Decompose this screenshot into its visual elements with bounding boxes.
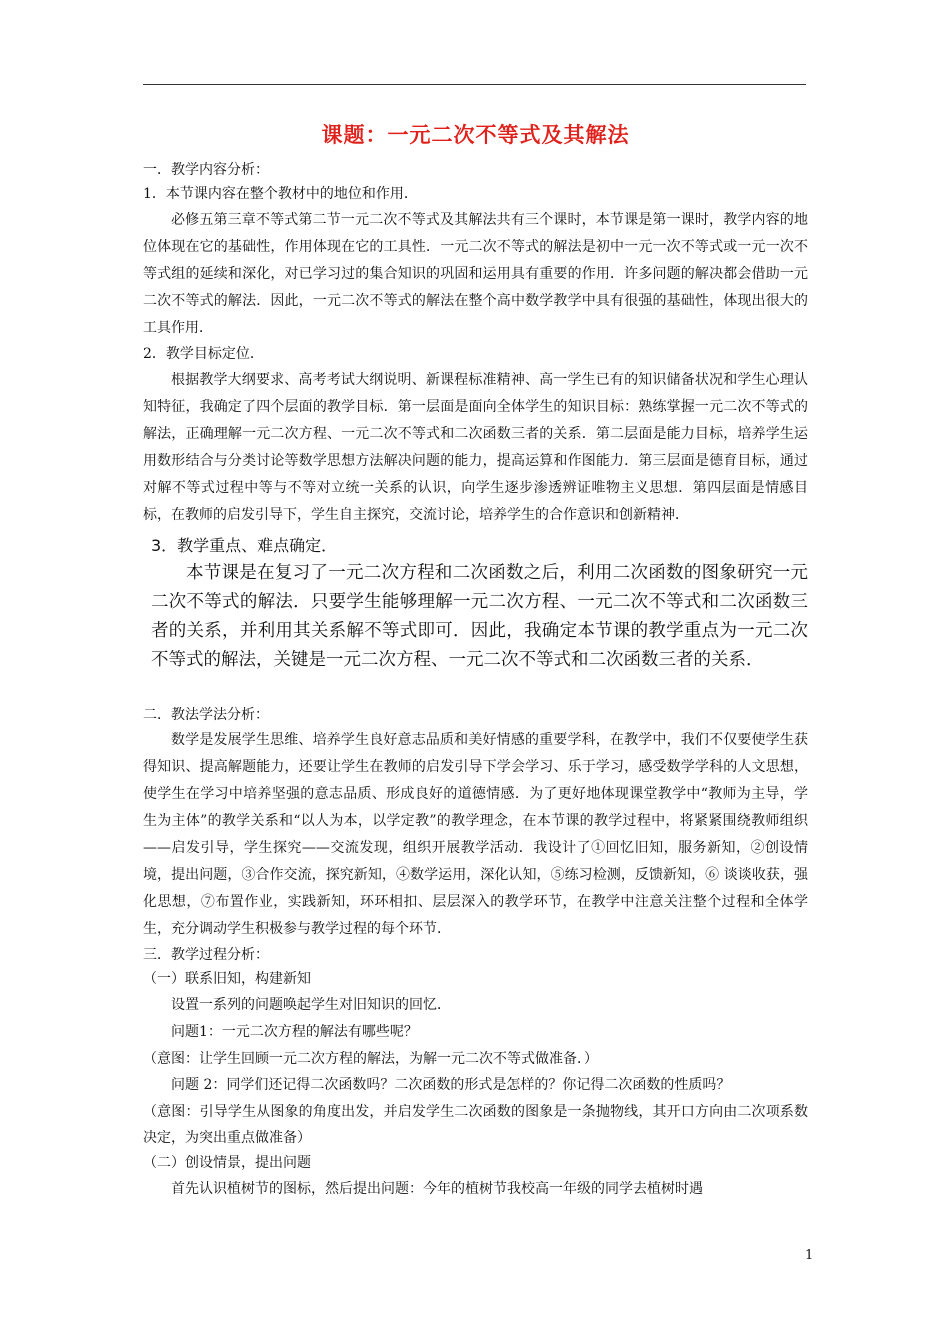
section-3-2-heading: （二）创设情景，提出问题 bbox=[143, 1155, 311, 1171]
section-1-1-heading: 1．本节课内容在整个教材中的地位和作用． bbox=[143, 186, 418, 202]
section-1-3-paragraph: 本节课是在复习了一元二次方程和二次函数之后，利用二次函数的图象研究一元二次不等式的解法．只要学生能够理解一元二次方程、一元二次不等式和二次函数三者的关系，并利用其关系解不等式即可．因此，我确定本节课的教学重点为一元二次不等式的解法，关键是一元二次方程、一元二次不等式和二次函数三者的关系． bbox=[151, 563, 808, 670]
section-1-3-heading: 3．教学重点、难点确定． bbox=[151, 536, 338, 555]
question-2: 问题 2：同学们还记得二次函数吗？二次函数的形式是怎样的？你记得二次函数的性质吗？ bbox=[171, 1077, 731, 1093]
section-1-2-paragraph: 根据教学大纲要求、高考考试大纲说明、新课程标准精神、高一学生已有的知识储备状况和学生心理认知特征，我确定了四个层面的教学目标．第一层面是面向全体学生的知识目标：熟练掌握一元二次不等式的解法，正确理解一元二次方程、一元二次不等式和二次函数三者的关系．第二层面是能力目标，培养学生运用数形结合与分类讨论等数学思想方法解决问题的能力，提高运算和作图能力．第三层面是德育目标，通过对解不等式过程中等与不等对立统一关系的认识，向学生逐步渗透辨证唯物主义思想．第四层面是情感目标，在教师的启发引导下，学生自主探究，交流讨论，培养学生的合作意识和创新精神． bbox=[143, 372, 808, 523]
question-1: 问题1：一元二次方程的解法有哪些呢？ bbox=[171, 1024, 418, 1040]
section-1-2-heading: 2．教学目标定位． bbox=[143, 346, 264, 362]
page-number: 1 bbox=[805, 1248, 814, 1263]
section-1-heading: 一．教学内容分析： bbox=[143, 162, 269, 178]
section-1-1-paragraph: 必修五第三章不等式第二节一元二次不等式及其解法共有三个课时，本节课是第一课时，教学内容的地位体现在它的基础性，作用体现在它的工具性．一元二次不等式的解法是初中一元一次不等式或一元一次不等式组的延续和深化，对已学习过的集合知识的巩固和运用具有重要的作用．许多问题的解决都会借助一元二次不等式的解法．因此，一元二次不等式的解法在整个高中数学教学中具有很强的基础性，体现出很大的工具作用． bbox=[143, 212, 808, 336]
document-body bbox=[143, 120, 808, 1203]
section-3-1-line: 设置一系列的问题唤起学生对旧知识的回忆． bbox=[171, 997, 451, 1013]
section-3-2-paragraph: 首先认识植树节的图标，然后提出问题：今年的植树节我校高一年级的同学去植树时遇 bbox=[171, 1181, 703, 1197]
section-3-heading: 三．教学过程分析： bbox=[143, 947, 269, 963]
spacer bbox=[143, 675, 808, 703]
question-1-note: （意图：让学生回顾一元二次方程的解法，为解一元二次不等式做准备．） bbox=[143, 1051, 598, 1067]
section-3-1-heading: （一）联系旧知，构建新知 bbox=[143, 971, 311, 987]
document-title: 课题：一元二次不等式及其解法 bbox=[321, 122, 630, 147]
header-rule bbox=[143, 84, 806, 85]
section-2-paragraph: 数学是发展学生思维、培养学生良好意志品质和美好情感的重要学科，在教学中，我们不仅要使学生获得知识、提高解题能力，还要让学生在教师的启发引导下学会学习、乐于学习，感受数学学科的人文思想，使学生在学习中培养坚强的意志品质、形成良好的道德情感．为了更好地体现课堂教学中“教师为主导，学生为主体”的教学关系和“以人为本，以学定教”的教学理念，在本节课的教学过程中，将紧紧围绕教师组织——启发引导，学生探究——交流发现，组织开展教学活动．我设计了①回忆旧知，服务新知，②创设情境，提出问题，③合作交流，探究新知，④数学运用，深化认知，⑤练习检测，反馈新知，⑥ 谈谈收获，强化思想，⑦布置作业，实践新知，环环相扣、层层深入的教学环节，在教学中注意关注整个过程和全体学生，充分调动学生积极参与教学过程的每个环节． bbox=[143, 732, 808, 937]
question-2-note: （意图：引导学生从图象的角度出发，并启发学生二次函数的图象是一条抛物线，其开口方向由二次项系数决定，为突出重点做准备） bbox=[143, 1104, 808, 1146]
section-2-heading: 二．教法学法分析： bbox=[143, 707, 269, 723]
